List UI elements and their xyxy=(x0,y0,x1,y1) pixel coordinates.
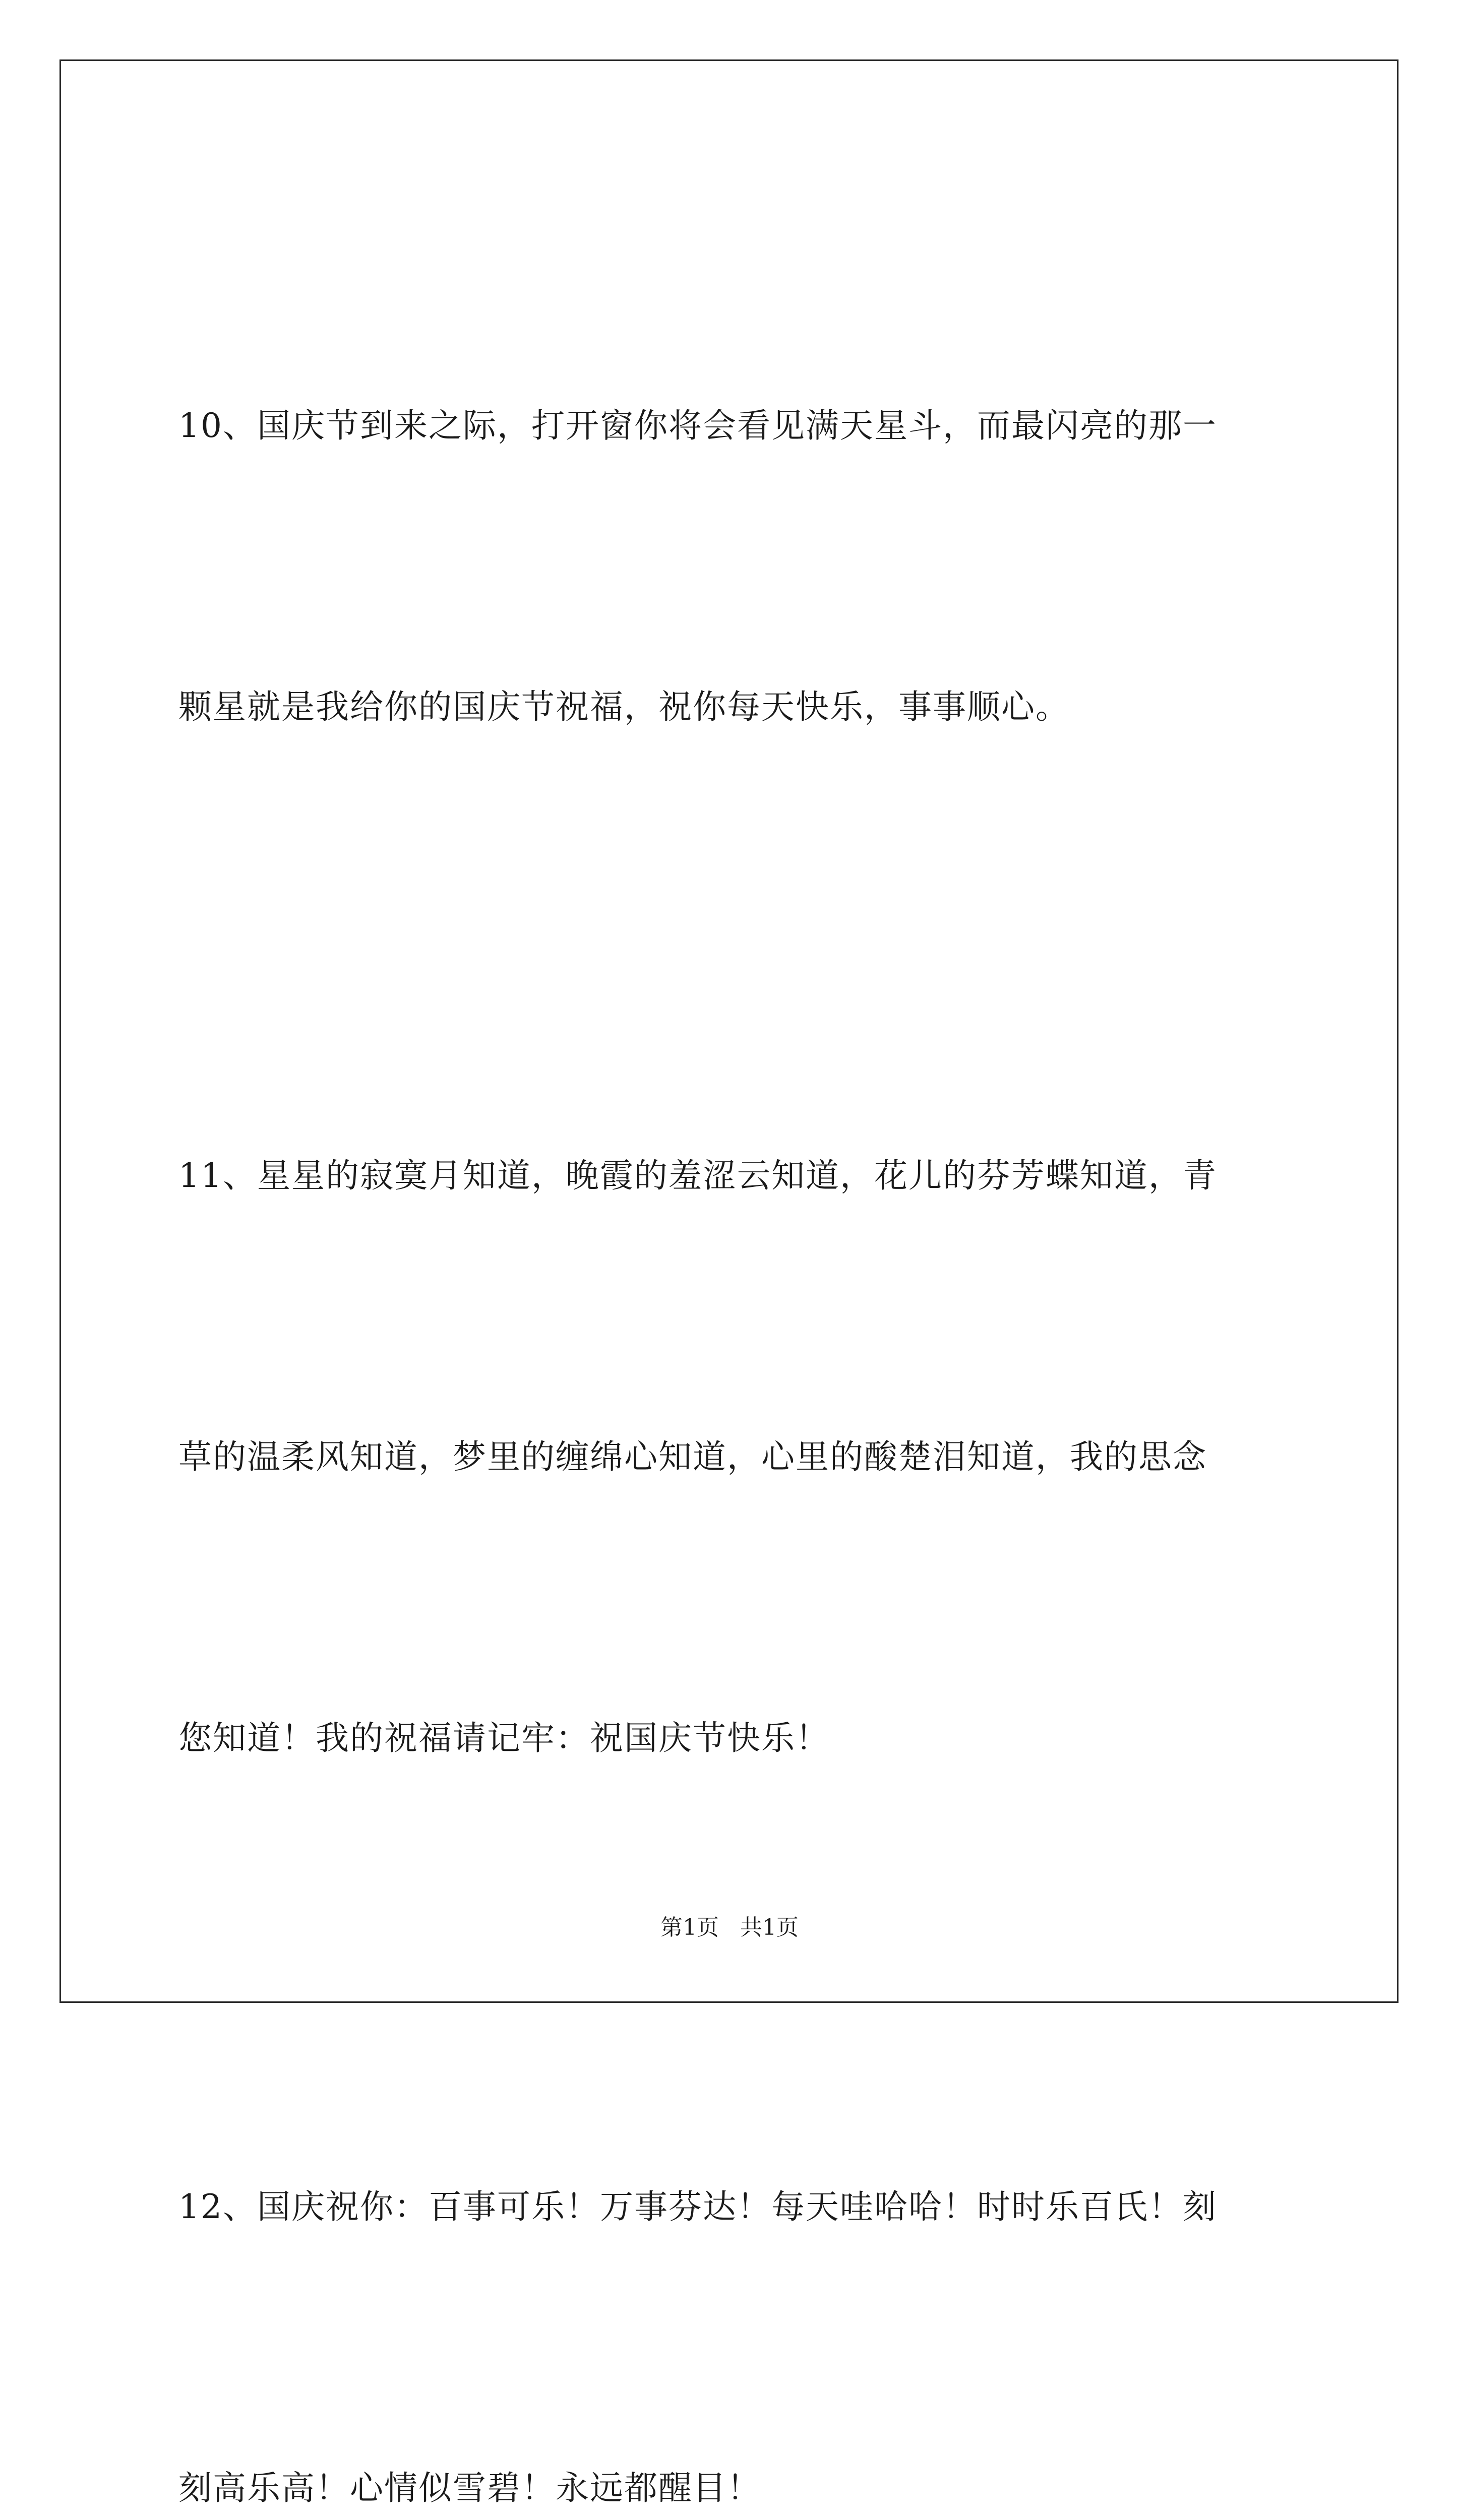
page-total: 共1页 xyxy=(740,1915,799,1940)
text-line: 12、国庆祝你：百事可乐！万事芬达！每天哇哈哈！时时乐百氏！刻 xyxy=(178,2187,1217,2226)
text-line: 11、星星的寂寞月知道，晚霞的羞涩云知道，花儿的芬芳蝶知道，青 xyxy=(178,1156,1217,1195)
page-footer xyxy=(0,1913,1459,1943)
text-line: 颗星就是我给你的国庆节祝福，祝你每天快乐，事事顺心。 xyxy=(178,687,1070,726)
document-body xyxy=(178,192,1313,2520)
text-line: 10、国庆节到来之际，打开窗你将会看见满天星斗，而最闪亮的那一 xyxy=(178,406,1217,445)
paragraph-12 xyxy=(178,1973,1313,2520)
text-line: 您知道！我的祝福请记牢：祝国庆节快乐！ xyxy=(178,1719,830,1757)
page-number: 第1页 xyxy=(660,1915,719,1940)
paragraph-11 xyxy=(178,941,1313,1973)
paragraph-10 xyxy=(178,192,1313,941)
text-line: 草的温柔风知道，梦里的缠绵心知道，心里的酸楚泪知道，我的思念 xyxy=(178,1437,1207,1476)
text-line: 刻高乐高！心情似雪碧！永远都醒目！ xyxy=(178,2469,761,2507)
